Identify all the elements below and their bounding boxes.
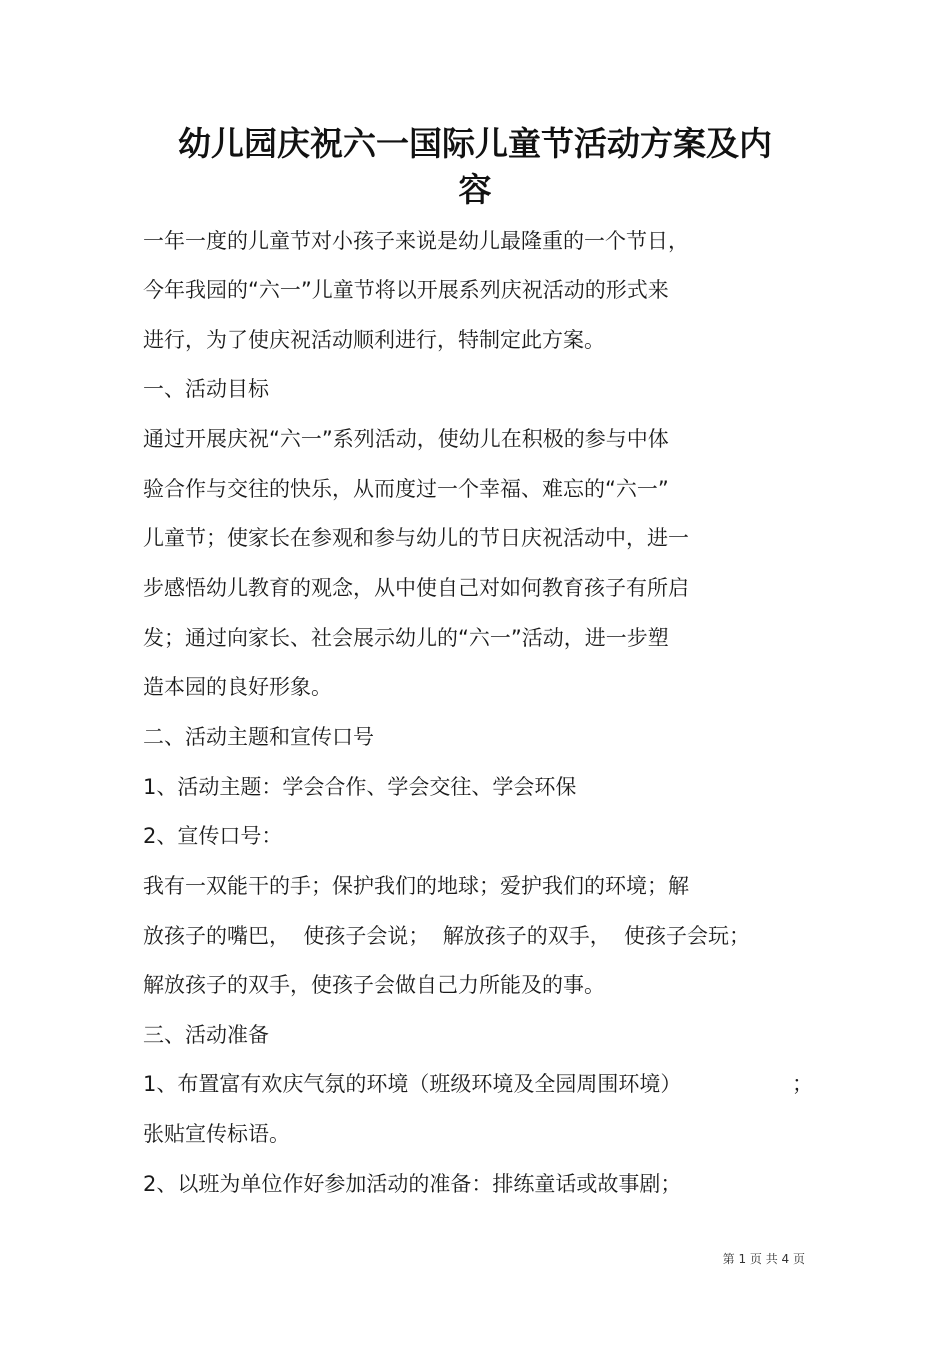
document-title-line-2: 容 [458,170,492,209]
list-item: 2、以班为单位作好参加活动的准备：排练童话或故事剧； [143,1172,682,1196]
paragraph-line: 发；通过向家长、社会展示幼儿的“六一”活动，进一步塑 [143,626,669,650]
section-heading: 一、活动目标 [143,377,269,401]
list-item: 2、宣传口号： [143,824,283,848]
list-item: 1、布置富有欢庆气氛的环境（班级环境及全园周围环境） [143,1072,682,1096]
paragraph-line: 儿童节；使家长在参观和参与幼儿的节日庆祝活动中，进一 [143,526,689,550]
list-item-tail-punctuation: ； [792,1072,813,1096]
paragraph-line: 张贴宣传标语。 [143,1122,290,1146]
list-item: 1、活动主题：学会合作、学会交往、学会环保 [143,775,577,799]
paragraph-line: 进行，为了使庆祝活动顺利进行，特制定此方案。 [143,328,605,352]
paragraph-line: 解放孩子的双手，使孩子会做自己力所能及的事。 [143,973,605,997]
paragraph-line: 我有一双能干的手；保护我们的地球；爱护我们的环境；解 [143,874,689,898]
paragraph-line: 一年一度的儿童节对小孩子来说是幼儿最隆重的一个节日， [143,229,689,253]
section-heading: 三、活动准备 [143,1023,269,1047]
paragraph-line: 步感悟幼儿教育的观念，从中使自己对如何教育孩子有所启 [143,576,689,600]
paragraph-line: 造本园的良好形象。 [143,675,332,699]
document-title-line-1: 幼儿园庆祝六一国际儿童节活动方案及内 [178,124,772,163]
paragraph-line: 验合作与交往的快乐，从而度过一个幸福、难忘的“六一” [143,477,669,501]
section-heading: 二、活动主题和宣传口号 [143,725,374,749]
paragraph-line: 放孩子的嘴巴， 使孩子会说； 解放孩子的双手， 使孩子会玩； [143,924,751,948]
page-footer: 第 1 页 共 4 页 [722,1252,805,1266]
paragraph-line: 通过开展庆祝“六一”系列活动，使幼儿在积极的参与中体 [143,427,669,451]
paragraph-line: 今年我园的“六一”儿童节将以开展系列庆祝活动的形式来 [143,278,669,302]
